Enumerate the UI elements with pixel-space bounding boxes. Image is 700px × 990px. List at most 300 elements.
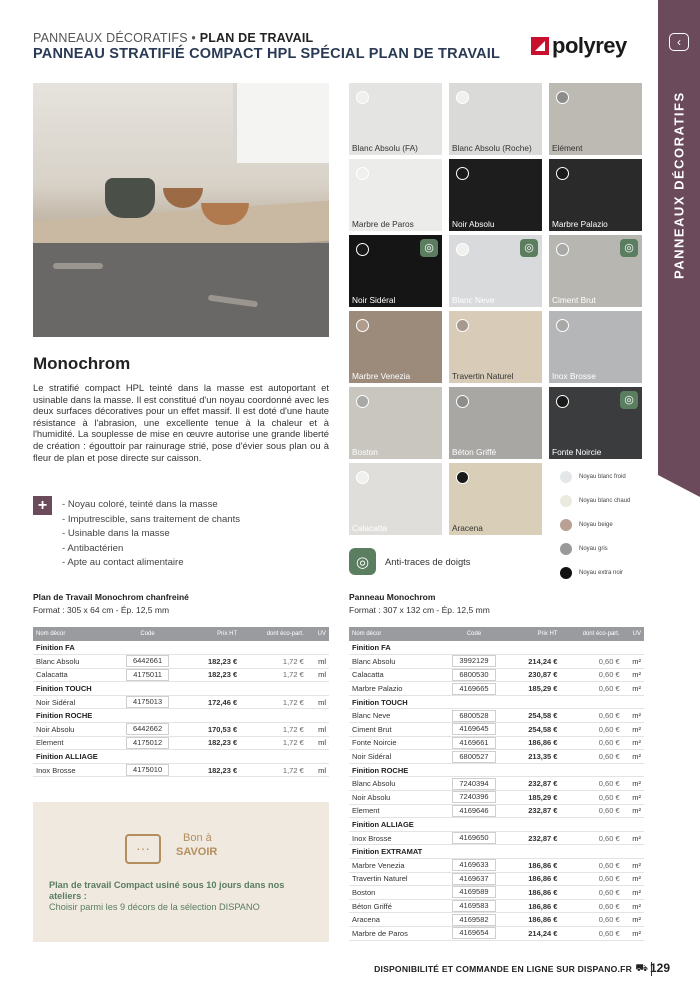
breadcrumb xyxy=(33,31,313,45)
cell-n: Béton Griffé xyxy=(349,899,438,913)
cell-e: 0,60 € xyxy=(560,926,622,940)
swatch-tile xyxy=(349,159,442,231)
chevron-left-icon: ‹ xyxy=(677,35,681,49)
table-row xyxy=(33,655,329,669)
swatch-label: Marbre de Paros xyxy=(352,218,414,229)
footer-link[interactable]: DISPONIBILITÉ ET COMMANDE EN LIGNE SUR DISPANO.FR xyxy=(374,964,632,974)
cell-u: m² xyxy=(623,926,644,940)
cell-n: Travertin Naturel xyxy=(349,872,438,886)
cell-n: Element xyxy=(349,804,438,818)
column-header: Prix HT xyxy=(510,627,561,641)
code-cell xyxy=(438,926,509,940)
swatch-label: Béton Griffé xyxy=(452,446,497,457)
product-code: 4169646 xyxy=(452,805,495,817)
cell-e: 0,60 € xyxy=(560,872,622,886)
legend-swatch-icon xyxy=(560,567,572,579)
table-section-row xyxy=(349,763,644,777)
cell-n: Inox Brosse xyxy=(33,763,109,777)
legend-item xyxy=(560,519,613,531)
core-dot-icon xyxy=(456,395,469,408)
cell-n: Element xyxy=(33,736,109,750)
cell-n: Blanc Absolu xyxy=(349,777,438,791)
core-dot-icon xyxy=(456,167,469,180)
logo-text: polyrey xyxy=(552,33,627,58)
legend-label: Noyau blanc froid xyxy=(579,474,626,480)
core-dot-icon xyxy=(356,471,369,484)
table-row xyxy=(349,791,644,805)
core-dot-icon xyxy=(556,395,569,408)
section-label: Finition ALLIAGE xyxy=(349,818,644,832)
swatch-label: Blanc Absolu (Roche) xyxy=(452,142,532,153)
table-panneau xyxy=(349,592,644,941)
cell-p: 182,23 € xyxy=(186,736,241,750)
breadcrumb-separator: • xyxy=(187,31,200,45)
column-header: Prix HT xyxy=(186,627,241,641)
cart-icon: ⛟ xyxy=(635,963,648,974)
cell-u: m² xyxy=(623,777,644,791)
table-section-row xyxy=(33,709,329,723)
product-heading: Monochrom xyxy=(33,354,131,373)
core-dot-icon xyxy=(456,243,469,256)
legend-item xyxy=(560,495,630,507)
code-cell xyxy=(438,655,509,669)
table-section-row xyxy=(349,818,644,832)
code-cell xyxy=(109,736,185,750)
cell-u: ml xyxy=(307,736,329,750)
chat-bubble-icon: ··· xyxy=(125,834,161,864)
cell-n: Marbre de Paros xyxy=(349,926,438,940)
legend-item xyxy=(560,543,608,555)
info-title-1: Bon à xyxy=(183,832,212,844)
cell-u: m² xyxy=(623,655,644,669)
code-cell xyxy=(438,804,509,818)
cell-e: 0,60 € xyxy=(560,682,622,696)
legend-item xyxy=(560,471,626,483)
core-dot-icon xyxy=(456,91,469,104)
core-dot-icon xyxy=(556,91,569,104)
product-code: 4169645 xyxy=(452,723,495,735)
core-dot-icon xyxy=(356,395,369,408)
table-row xyxy=(33,668,329,682)
swatch-label: Travertin Naturel xyxy=(452,370,514,381)
cell-e: 0,60 € xyxy=(560,750,622,764)
legend-label: Noyau gris xyxy=(579,546,608,552)
cell-u: m² xyxy=(623,804,644,818)
product-code: 4169589 xyxy=(452,886,495,898)
legend-swatch-icon xyxy=(560,543,572,555)
cell-p: 170,53 € xyxy=(186,723,241,737)
cell-e: 0,60 € xyxy=(560,723,622,737)
feature-item: - Noyau coloré, teinté dans la masse xyxy=(62,499,218,510)
product-code: 4175012 xyxy=(126,737,169,749)
info-title-2: SAVOIR xyxy=(176,846,218,858)
cell-n: Noir Absolu xyxy=(349,791,438,805)
table-section-row xyxy=(349,641,644,655)
table-row xyxy=(349,682,644,696)
code-cell xyxy=(438,736,509,750)
cell-n: Calacatta xyxy=(349,668,438,682)
legend-label: Noyau beige xyxy=(579,522,613,528)
cell-e: 0,60 € xyxy=(560,777,622,791)
swatch-tile xyxy=(449,159,542,231)
legend-item xyxy=(560,567,623,579)
code-cell xyxy=(109,668,185,682)
cell-p: 186,86 € xyxy=(510,859,561,873)
table-row xyxy=(349,750,644,764)
breadcrumb-section: PANNEAUX DÉCORATIFS xyxy=(33,31,188,45)
feature-item: - Usinable dans la masse xyxy=(62,528,170,539)
cell-e: 0,60 € xyxy=(560,899,622,913)
mortar-bowl xyxy=(105,178,155,218)
product-code: 7240396 xyxy=(452,791,495,803)
column-header: dont éco-part. xyxy=(560,627,622,641)
product-code: 3992129 xyxy=(452,655,495,667)
cell-p: 185,29 € xyxy=(510,791,561,805)
product-code: 4175011 xyxy=(126,669,169,681)
table-row xyxy=(349,872,644,886)
cell-p: 182,23 € xyxy=(186,668,241,682)
cell-u: m² xyxy=(623,831,644,845)
cell-p: 186,86 € xyxy=(510,899,561,913)
cell-e: 1,72 € xyxy=(240,655,307,669)
cell-p: 254,58 € xyxy=(510,709,561,723)
table-row xyxy=(349,899,644,913)
cell-n: Noir Sidéral xyxy=(33,695,109,709)
product-code: 4169654 xyxy=(452,927,495,939)
cell-u: ml xyxy=(307,695,329,709)
code-cell xyxy=(438,831,509,845)
swatch-tile xyxy=(349,83,442,155)
code-cell xyxy=(438,750,509,764)
cell-e: 0,60 € xyxy=(560,913,622,927)
table-row xyxy=(349,831,644,845)
swatch-tile xyxy=(349,235,442,307)
swatch-label: Elément xyxy=(552,142,583,153)
core-dot-icon xyxy=(556,167,569,180)
product-code: 4169633 xyxy=(452,859,495,871)
cell-n: Noir Sidéral xyxy=(349,750,438,764)
code-cell xyxy=(438,899,509,913)
table-section-row xyxy=(349,845,644,859)
cell-p: 214,24 € xyxy=(510,655,561,669)
table-row xyxy=(349,886,644,900)
drawer-handle xyxy=(53,263,103,269)
fingerprint-icon: ◎ xyxy=(520,239,538,257)
feature-item: - Apte au contact alimentaire xyxy=(62,557,184,568)
table-row xyxy=(349,777,644,791)
cell-p: 254,58 € xyxy=(510,723,561,737)
cell-n: Blanc Neve xyxy=(349,709,438,723)
cell-e: 0,60 € xyxy=(560,886,622,900)
section-label: Finition TOUCH xyxy=(33,682,329,696)
cell-e: 0,60 € xyxy=(560,736,622,750)
core-dot-icon xyxy=(356,91,369,104)
core-dot-icon xyxy=(456,319,469,332)
info-box xyxy=(33,802,329,942)
code-cell xyxy=(438,859,509,873)
anti-fingerprint-legend xyxy=(349,548,470,575)
legend-label: Noyau blanc chaud xyxy=(579,498,631,504)
code-cell xyxy=(438,668,509,682)
cell-e: 0,60 € xyxy=(560,831,622,845)
cell-u: m² xyxy=(623,723,644,737)
section-label: Finition FA xyxy=(349,641,644,655)
cell-e: 1,72 € xyxy=(240,723,307,737)
swatch-tile xyxy=(349,463,442,535)
swatch-tile xyxy=(549,235,642,307)
core-dot-icon xyxy=(456,471,469,484)
cell-e: 0,60 € xyxy=(560,668,622,682)
core-dot-icon xyxy=(556,243,569,256)
cell-p: 214,24 € xyxy=(510,926,561,940)
table-row xyxy=(349,859,644,873)
legend-swatch-icon xyxy=(560,471,572,483)
cell-n: Boston xyxy=(349,886,438,900)
swatch-label: Aracena xyxy=(452,522,483,533)
cell-p: 182,23 € xyxy=(186,655,241,669)
cell-p: 186,86 € xyxy=(510,872,561,886)
cell-n: Aracena xyxy=(349,913,438,927)
swatch-label: Blanc Neve xyxy=(452,294,495,305)
section-label: Finition FA xyxy=(33,641,329,655)
cell-n: Inox Brosse xyxy=(349,831,438,845)
swatch-label: Ciment Brut xyxy=(552,294,596,305)
product-code: 6800528 xyxy=(452,710,495,722)
swatch-label: Fonte Noircie xyxy=(552,446,602,457)
cell-n: Ciment Brut xyxy=(349,723,438,737)
cell-p: 185,29 € xyxy=(510,682,561,696)
cell-n: Fonte Noircie xyxy=(349,736,438,750)
wooden-bowl xyxy=(163,188,203,208)
table-format: Format : 305 x 64 cm - Ép. 12,5 mm xyxy=(33,605,170,615)
swatch-tile xyxy=(449,311,542,383)
cell-u: ml xyxy=(307,763,329,777)
cell-u: ml xyxy=(307,668,329,682)
product-code: 6800527 xyxy=(452,751,495,763)
cell-e: 0,60 € xyxy=(560,655,622,669)
section-label: Finition ROCHE xyxy=(349,763,644,777)
cell-p: 186,86 € xyxy=(510,736,561,750)
product-code: 6442661 xyxy=(126,655,169,667)
table-row xyxy=(349,804,644,818)
fingerprint-icon: ◎ xyxy=(349,548,376,575)
product-code: 4169583 xyxy=(452,900,495,912)
column-header: Nom décor xyxy=(33,627,109,641)
table-row xyxy=(349,723,644,737)
swatch-tile xyxy=(549,311,642,383)
cell-u: m² xyxy=(623,750,644,764)
code-cell xyxy=(438,723,509,737)
section-label: Finition ROCHE xyxy=(33,709,329,723)
table-section-row xyxy=(349,695,644,709)
cell-e: 1,72 € xyxy=(240,668,307,682)
swatch-label: Noir Sidéral xyxy=(352,294,396,305)
cell-n: Blanc Absolu xyxy=(349,655,438,669)
product-description: Le stratifié compact HPL teinté dans la masse est autoportant et usinable dans la masse. Il est constitué d'un noyau coordonné avec les deux surfaces décoratives pour un effet massif. Il est doté d'une haute résistance à l'abrasion, une excellente tenue à la chaleur et à l'humidité. La souplesse de mise en œuvre autorise une grande liberté de création : égouttoir par rainurage strié, pose d'évier sous plan ou à fleur de plan et pose directe sur caisson. xyxy=(33,382,329,463)
cell-n: Calacatta xyxy=(33,668,109,682)
cell-p: 186,86 € xyxy=(510,913,561,927)
cell-p: 232,87 € xyxy=(510,804,561,818)
cell-e: 0,60 € xyxy=(560,859,622,873)
cell-e: 0,60 € xyxy=(560,791,622,805)
cell-e: 1,72 € xyxy=(240,763,307,777)
code-cell xyxy=(109,763,185,777)
code-cell xyxy=(438,791,509,805)
table-row xyxy=(33,736,329,750)
table-row xyxy=(349,736,644,750)
code-cell xyxy=(438,872,509,886)
feature-list xyxy=(62,498,240,571)
product-code: 4169661 xyxy=(452,737,495,749)
section-label: Finition TOUCH xyxy=(349,695,644,709)
cell-u: m² xyxy=(623,791,644,805)
swatch-label: Marbre Palazio xyxy=(552,218,608,229)
cell-p: 186,86 € xyxy=(510,886,561,900)
cell-u: m² xyxy=(623,913,644,927)
swatch-label: Inox Brosse xyxy=(552,370,596,381)
swatch-tile xyxy=(349,387,442,459)
column-header: Code xyxy=(109,627,185,641)
core-dot-icon xyxy=(356,319,369,332)
legend-swatch-icon xyxy=(560,519,572,531)
cell-p: 232,87 € xyxy=(510,777,561,791)
section-label: Finition ALLIAGE xyxy=(33,750,329,764)
swatch-tile xyxy=(449,387,542,459)
table-row xyxy=(349,913,644,927)
cell-e: 1,72 € xyxy=(240,736,307,750)
section-label: Finition EXTRAMAT xyxy=(349,845,644,859)
table-format: Format : 307 x 132 cm - Ép. 12,5 mm xyxy=(349,605,490,615)
table-row xyxy=(349,668,644,682)
product-code: 4175010 xyxy=(126,764,169,776)
plus-icon: + xyxy=(33,496,52,515)
swatch-tile xyxy=(549,387,642,459)
code-cell xyxy=(109,723,185,737)
product-code: 4169582 xyxy=(452,914,495,926)
cell-n: Noir Absolu xyxy=(33,723,109,737)
kitchen-photo xyxy=(33,83,329,337)
cell-u: m² xyxy=(623,668,644,682)
page-number: 129 xyxy=(649,961,670,975)
code-cell xyxy=(109,655,185,669)
product-code: 4169650 xyxy=(452,832,495,844)
swatch-tile xyxy=(449,463,542,535)
code-cell xyxy=(438,777,509,791)
legend-label: Noyau extra noir xyxy=(579,570,624,576)
cell-n: Blanc Absolu xyxy=(33,655,109,669)
product-code: 4169665 xyxy=(452,683,495,695)
code-cell xyxy=(438,886,509,900)
cell-u: m² xyxy=(623,859,644,873)
back-button[interactable] xyxy=(669,33,689,51)
legend-swatch-icon xyxy=(560,495,572,507)
info-subtext: Choisir parmi les 9 décors de la sélection DISPANO xyxy=(49,902,260,912)
cell-n: Marbre Venezia xyxy=(349,859,438,873)
cell-p: 213,35 € xyxy=(510,750,561,764)
table-section-row xyxy=(33,682,329,696)
cell-e: 0,60 € xyxy=(560,804,622,818)
cell-p: 172,46 € xyxy=(186,695,241,709)
code-cell xyxy=(438,913,509,927)
cell-u: m² xyxy=(623,899,644,913)
cell-u: ml xyxy=(307,723,329,737)
fingerprint-icon: ◎ xyxy=(620,239,638,257)
swatch-label: Marbre Venezia xyxy=(352,370,411,381)
swatch-tile xyxy=(349,311,442,383)
table-row xyxy=(349,655,644,669)
product-code: 7240394 xyxy=(452,778,495,790)
table-plan-de-travail xyxy=(33,592,329,777)
table-section-row xyxy=(33,750,329,764)
column-header: UV xyxy=(307,627,329,641)
cell-e: 0,60 € xyxy=(560,709,622,723)
table-caption: Plan de Travail Monochrom chanfreiné xyxy=(33,592,189,602)
cell-n: Marbre Palazio xyxy=(349,682,438,696)
feature-item: - Imputrescible, sans traitement de chants xyxy=(62,513,241,525)
fingerprint-icon: ◎ xyxy=(620,391,638,409)
cell-p: 230,87 € xyxy=(510,668,561,682)
cell-u: m² xyxy=(623,709,644,723)
table-row xyxy=(349,709,644,723)
cell-u: ml xyxy=(307,655,329,669)
page-title: PANNEAU STRATIFIÉ COMPACT HPL SPÉCIAL PLAN DE TRAVAIL xyxy=(33,46,501,62)
table-row xyxy=(33,763,329,777)
table-section-row xyxy=(33,641,329,655)
swatch-label: Calacatta xyxy=(352,522,388,533)
swatch-tile xyxy=(449,235,542,307)
side-tab-label: PANNEAUX DÉCORATIFS xyxy=(671,91,687,279)
cell-p: 232,87 € xyxy=(510,831,561,845)
feature-item: - Antibactérien xyxy=(62,542,124,554)
table-row xyxy=(33,723,329,737)
cell-u: m² xyxy=(623,682,644,696)
swatch-label: Blanc Absolu (FA) xyxy=(352,142,418,153)
polyrey-logo xyxy=(531,33,627,59)
swatch-label: Noir Absolu xyxy=(452,218,495,229)
table-row xyxy=(33,695,329,709)
product-code: 4175013 xyxy=(126,696,169,708)
swatch-tile xyxy=(549,83,642,155)
polyrey-mark-icon xyxy=(531,37,549,55)
table-row xyxy=(349,926,644,940)
info-text: Plan de travail Compact usiné sous 10 jours dans nos ateliers : xyxy=(49,880,285,901)
cell-u: m² xyxy=(623,886,644,900)
footer xyxy=(0,962,700,978)
cell-p: 182,23 € xyxy=(186,763,241,777)
cell-e: 1,72 € xyxy=(240,695,307,709)
cabinet xyxy=(33,243,329,337)
column-header: UV xyxy=(623,627,644,641)
code-cell xyxy=(109,695,185,709)
code-cell xyxy=(438,682,509,696)
cell-u: m² xyxy=(623,872,644,886)
window xyxy=(233,83,329,163)
core-dot-icon xyxy=(356,167,369,180)
swatch-tile xyxy=(449,83,542,155)
table-caption: Panneau Monochrom xyxy=(349,592,436,602)
product-code: 6442662 xyxy=(126,723,169,735)
core-dot-icon xyxy=(556,319,569,332)
column-header: dont éco-part. xyxy=(240,627,307,641)
product-code: 6800530 xyxy=(452,669,495,681)
column-header: Nom décor xyxy=(349,627,438,641)
breadcrumb-current: PLAN DE TRAVAIL xyxy=(199,31,314,45)
swatch-label: Boston xyxy=(352,446,378,457)
column-header: Code xyxy=(438,627,509,641)
fingerprint-icon: ◎ xyxy=(420,239,438,257)
core-dot-icon xyxy=(356,243,369,256)
swatch-tile xyxy=(549,159,642,231)
